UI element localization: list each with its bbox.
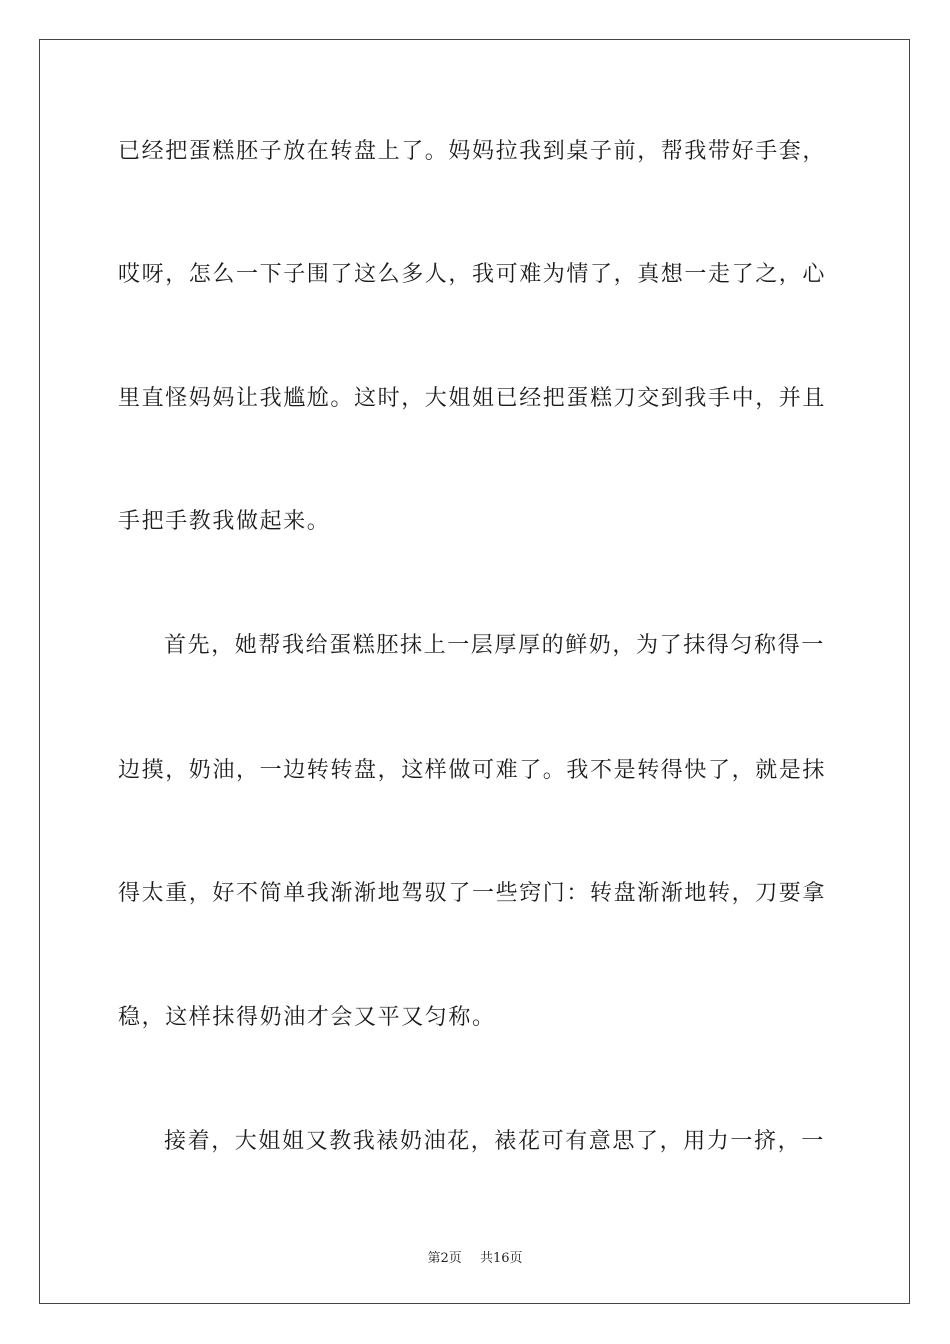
text-line: 哎呀，怎么一下子围了这么多人，我可难为情了，真想一走了之，心 [118,262,827,287]
text-line: 已经把蛋糕胚子放在转盘上了。妈妈拉我到桌子前，帮我带好手套， [118,139,827,164]
page-footer [0,1247,950,1266]
text-line: 边摸，奶油，一边转转盘，这样做可难了。我不是转得快了，就是抹 [118,758,827,783]
text-line: 稳，这样抹得奶油才会又平又匀称。 [118,1005,496,1030]
text-line: 手把手教我做起来。 [118,509,331,534]
page-number: 第2页 [427,1251,462,1266]
text-line: 得太重，好不简单我渐渐地驾驭了一些窍门：转盘渐渐地转，刀要拿 [118,881,827,906]
paragraph-first-line: 首先，她帮我给蛋糕胚抹上一层厚厚的鲜奶，为了抹得匀称得一 [164,633,825,658]
page-total: 共16页 [479,1251,523,1266]
text-line: 里直怪妈妈让我尴尬。这时，大姐姐已经把蛋糕刀交到我手中，并且 [118,386,827,411]
page-border [39,39,910,1304]
paragraph-first-line: 接着，大姐姐又教我裱奶油花，裱花可有意思了，用力一挤，一 [164,1129,825,1154]
